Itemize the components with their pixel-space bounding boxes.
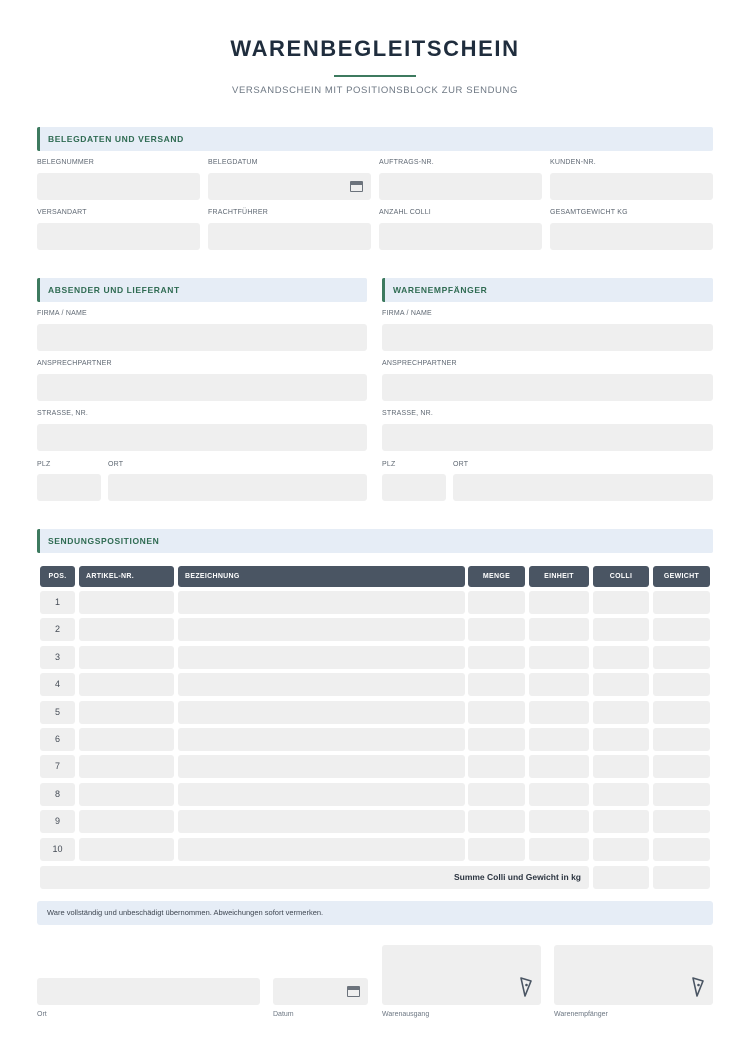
gewicht-cell[interactable]: [653, 618, 710, 641]
section-positionen-header: SENDUNGSPOSITIONEN: [37, 529, 713, 553]
belegdatum-field[interactable]: [208, 173, 371, 200]
frachtfuehrer-field[interactable]: [208, 223, 371, 250]
col-header-colli: COLLI: [593, 566, 649, 587]
col-header-gewicht: GEWICHT: [653, 566, 710, 587]
ort-label: Ort: [37, 1011, 47, 1018]
menge-cell[interactable]: [468, 701, 525, 724]
belegdatum-label: BELEGDATUM: [208, 159, 258, 166]
document-title: WARENBEGLEITSCHEIN: [230, 36, 520, 61]
auftrags-nr-field[interactable]: [379, 173, 542, 200]
kunden-nr-label: KUNDEN-NR.: [550, 159, 596, 166]
pos-cell: 10: [40, 838, 75, 861]
menge-cell[interactable]: [468, 755, 525, 778]
absender-firma-field[interactable]: [37, 324, 367, 351]
col-header-bezeichnung: BEZEICHNUNG: [178, 566, 465, 587]
calendar-icon[interactable]: [350, 181, 363, 192]
bezeichnung-cell[interactable]: [178, 783, 465, 806]
gewicht-cell[interactable]: [653, 673, 710, 696]
absender-ansprech-field[interactable]: [37, 374, 367, 401]
einheit-cell[interactable]: [529, 783, 589, 806]
gewicht-cell[interactable]: [653, 728, 710, 751]
pos-cell: 6: [40, 728, 75, 751]
colli-cell[interactable]: [593, 728, 649, 751]
empfaenger-ansprech-field[interactable]: [382, 374, 713, 401]
einheit-cell[interactable]: [529, 673, 589, 696]
absender-ort-field[interactable]: [108, 474, 367, 501]
kunden-nr-field[interactable]: [550, 173, 713, 200]
gewicht-cell[interactable]: [653, 646, 710, 669]
warenempfaenger-signature-field[interactable]: [554, 945, 713, 1005]
col-header-pos: POS.: [40, 566, 75, 587]
belegnummer-label: BELEGNUMMER: [37, 159, 95, 166]
empfaenger-strasse-field[interactable]: [382, 424, 713, 451]
artikel-nr-cell[interactable]: [79, 728, 174, 751]
colli-cell[interactable]: [593, 618, 649, 641]
section-belegdaten-header: BELEGDATEN UND VERSAND: [37, 127, 713, 151]
absender-firma-label: FIRMA / NAME: [37, 310, 87, 317]
empfaenger-firma-label: FIRMA / NAME: [382, 310, 432, 317]
empfaenger-ort-field[interactable]: [453, 474, 713, 501]
bezeichnung-cell[interactable]: [178, 838, 465, 861]
artikel-nr-cell[interactable]: [79, 618, 174, 641]
col-header-artikel-nr: ARTIKEL-NR.: [79, 566, 174, 587]
acceptance-note: Ware vollständig und unbeschädigt übernommen. Abweichungen sofort vermerken.: [37, 901, 713, 925]
gewicht-cell[interactable]: [653, 783, 710, 806]
bezeichnung-cell[interactable]: [178, 810, 465, 833]
bezeichnung-cell[interactable]: [178, 755, 465, 778]
bezeichnung-cell[interactable]: [178, 673, 465, 696]
menge-cell[interactable]: [468, 618, 525, 641]
sum-row-label: Summe Colli und Gewicht in kg: [40, 866, 589, 889]
menge-cell[interactable]: [468, 728, 525, 751]
empfaenger-firma-field[interactable]: [382, 324, 713, 351]
gesamtgewicht-field[interactable]: [550, 223, 713, 250]
title-underline: [334, 75, 416, 77]
bezeichnung-cell[interactable]: [178, 701, 465, 724]
gewicht-cell[interactable]: [653, 701, 710, 724]
pos-cell: 9: [40, 810, 75, 833]
pos-cell: 4: [40, 673, 75, 696]
artikel-nr-cell[interactable]: [79, 591, 174, 614]
col-header-menge: MENGE: [468, 566, 525, 587]
bezeichnung-cell[interactable]: [178, 646, 465, 669]
einheit-cell[interactable]: [529, 646, 589, 669]
artikel-nr-cell[interactable]: [79, 701, 174, 724]
artikel-nr-cell[interactable]: [79, 646, 174, 669]
absender-plz-field[interactable]: [37, 474, 101, 501]
pos-cell: 1: [40, 591, 75, 614]
pos-cell: 7: [40, 755, 75, 778]
colli-cell[interactable]: [593, 783, 649, 806]
colli-cell[interactable]: [593, 646, 649, 669]
colli-cell[interactable]: [593, 755, 649, 778]
menge-cell[interactable]: [468, 646, 525, 669]
warenausgang-signature-field[interactable]: [382, 945, 541, 1005]
pos-cell: 2: [40, 618, 75, 641]
artikel-nr-cell[interactable]: [79, 673, 174, 696]
auftrags-nr-label: AUFTRAGS-NR.: [379, 159, 434, 166]
datum-field[interactable]: [273, 978, 368, 1005]
empfaenger-plz-field[interactable]: [382, 474, 446, 501]
artikel-nr-cell[interactable]: [79, 755, 174, 778]
colli-cell[interactable]: [593, 673, 649, 696]
einheit-cell[interactable]: [529, 728, 589, 751]
absender-ansprech-label: ANSPRECHPARTNER: [37, 360, 112, 367]
colli-cell[interactable]: [593, 701, 649, 724]
colli-cell[interactable]: [593, 810, 649, 833]
sum-colli-field[interactable]: [593, 866, 649, 889]
gewicht-cell[interactable]: [653, 838, 710, 861]
einheit-cell[interactable]: [529, 810, 589, 833]
section-empfaenger-header: WARENEMPFÄNGER: [382, 278, 713, 302]
calendar-icon[interactable]: [347, 986, 360, 997]
empfaenger-strasse-label: STRASSE, NR.: [382, 410, 434, 417]
pos-cell: 8: [40, 783, 75, 806]
empfaenger-plz-label: PLZ: [382, 461, 396, 468]
empfaenger-ort-label: ORT: [453, 461, 469, 468]
absender-plz-label: PLZ: [37, 461, 51, 468]
document-subtitle: VERSANDSCHEIN MIT POSITIONSBLOCK ZUR SENDUNG: [232, 85, 518, 96]
menge-cell[interactable]: [468, 591, 525, 614]
warenempfaenger-label: Warenempfänger: [554, 1011, 608, 1018]
pen-icon: [691, 977, 705, 997]
colli-cell[interactable]: [593, 591, 649, 614]
gewicht-cell[interactable]: [653, 810, 710, 833]
gesamtgewicht-label: GESAMTGEWICHT KG: [550, 209, 628, 216]
pen-icon: [519, 977, 533, 997]
pos-cell: 5: [40, 701, 75, 724]
anzahl-colli-label: ANZAHL COLLI: [379, 209, 431, 216]
menge-cell[interactable]: [468, 673, 525, 696]
einheit-cell[interactable]: [529, 701, 589, 724]
einheit-cell[interactable]: [529, 618, 589, 641]
versandart-label: VERSANDART: [37, 209, 87, 216]
bezeichnung-cell[interactable]: [178, 591, 465, 614]
gewicht-cell[interactable]: [653, 755, 710, 778]
sum-gewicht-field[interactable]: [653, 866, 710, 889]
bezeichnung-cell[interactable]: [178, 728, 465, 751]
versandart-field[interactable]: [37, 223, 200, 250]
absender-strasse-field[interactable]: [37, 424, 367, 451]
absender-ort-label: ORT: [108, 461, 124, 468]
absender-strasse-label: STRASSE, NR.: [37, 410, 89, 417]
gewicht-cell[interactable]: [653, 591, 710, 614]
colli-cell[interactable]: [593, 838, 649, 861]
anzahl-colli-field[interactable]: [379, 223, 542, 250]
ort-field[interactable]: [37, 978, 260, 1005]
einheit-cell[interactable]: [529, 755, 589, 778]
artikel-nr-cell[interactable]: [79, 783, 174, 806]
artikel-nr-cell[interactable]: [79, 810, 174, 833]
menge-cell[interactable]: [468, 838, 525, 861]
empfaenger-ansprech-label: ANSPRECHPARTNER: [382, 360, 457, 367]
menge-cell[interactable]: [468, 783, 525, 806]
menge-cell[interactable]: [468, 810, 525, 833]
warenausgang-label: Warenausgang: [382, 1011, 430, 1018]
frachtfuehrer-label: FRACHTFÜHRER: [208, 209, 268, 216]
einheit-cell[interactable]: [529, 591, 589, 614]
col-header-einheit: EINHEIT: [529, 566, 589, 587]
artikel-nr-cell[interactable]: [79, 838, 174, 861]
pos-cell: 3: [40, 646, 75, 669]
section-absender-header: ABSENDER UND LIEFERANT: [37, 278, 367, 302]
einheit-cell[interactable]: [529, 838, 589, 861]
datum-label: Datum: [273, 1011, 294, 1018]
belegnummer-field[interactable]: [37, 173, 200, 200]
bezeichnung-cell[interactable]: [178, 618, 465, 641]
